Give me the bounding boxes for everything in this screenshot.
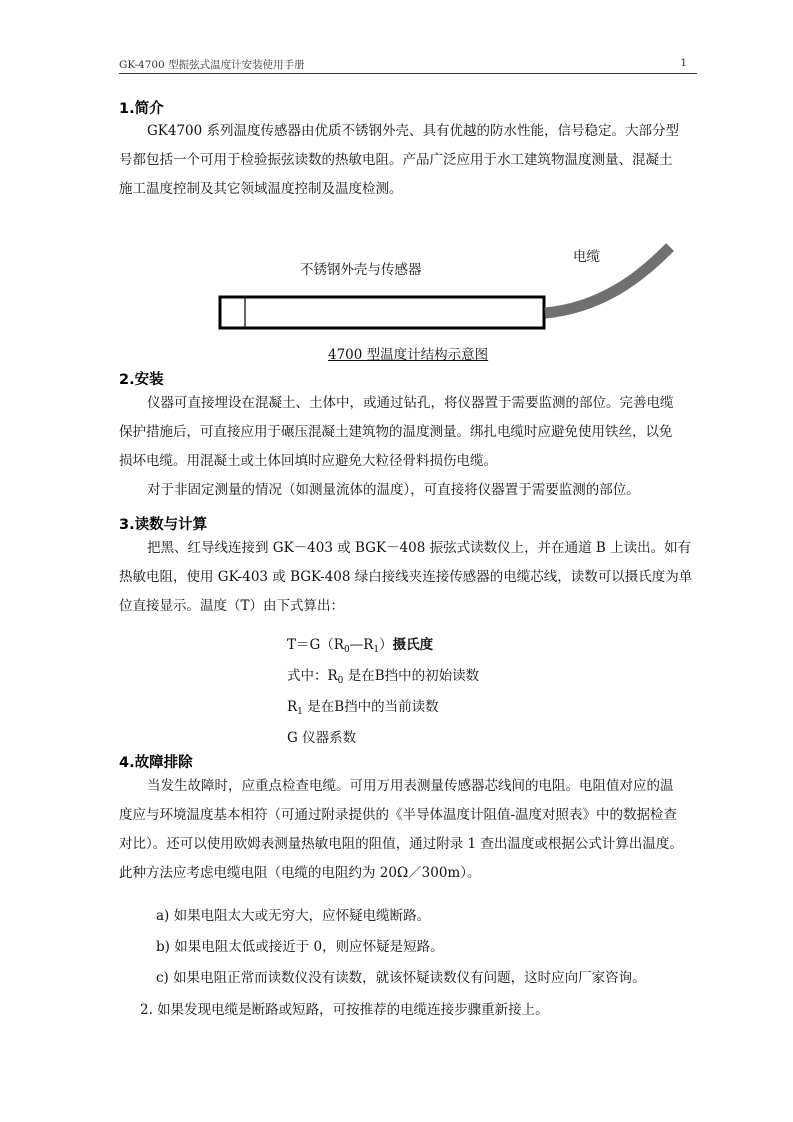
header-title: GK-4700 型振弦式温度计安装使用手册 xyxy=(119,59,305,71)
list-item-a: a) 如果电阻太大或无穷大，应怀疑电缆断路。 xyxy=(156,908,431,924)
trouble-line: 当发生故障时，应重点检查电缆。可用万用表测量传感器芯线间的电阻。电阻值对应的温 xyxy=(147,778,674,794)
page-header xyxy=(119,57,697,74)
housing-label: 不锈钢外壳与传感器 xyxy=(300,262,422,278)
reading-line: 热敏电阻，使用 GK-403 或 BGK-408 绿白接线夹连接传感器的电缆芯线，读数可以摄氏度为单 xyxy=(119,569,693,585)
install-line: 仪器可直接埋设在混凝土、土体中，或通过钻孔，将仪器置于需要监测的部位。完善电缆 xyxy=(147,395,674,411)
temperature-formula: $T=G(R_0—R_1)$摄氏度 xyxy=(287,637,434,655)
intro-line: 号都包括一个可用于检验振弦读数的热敏电阻。产品广泛应用于水工建筑物温度测量、混凝土 xyxy=(119,152,673,168)
list-item-b: b) 如果电阻太低或接近于 0，则应怀疑是短路。 xyxy=(156,939,444,955)
intro-line: GK4700 系列温度传感器由优质不锈钢外壳、具有优越的防水性能，信号稳定。大部分型 xyxy=(147,123,680,139)
trouble-paragraph xyxy=(119,772,697,888)
formula-definition-g: G 仪器系数 xyxy=(287,730,357,746)
install-line: 损坏电缆。用混凝土或土体回填时应避免大粒径骨料损伤电缆。 xyxy=(119,453,497,469)
formula-definition-r1: $R_1$ 是在B挡中的当前读数 xyxy=(287,699,439,717)
install-line: 保护措施后，可直接应用于碾压混凝土建筑物的温度测量。绑扎电缆时应避免使用铁丝，以免 xyxy=(119,424,673,440)
page-number: 1 xyxy=(680,57,687,69)
formula-definition-r0: 式中：$R_0$ 是在B挡中的初始读数 xyxy=(287,668,480,686)
diagram-caption: 4700 型温度计结构示意图 xyxy=(328,347,489,363)
intro-paragraph xyxy=(119,117,697,204)
section-heading-intro: 1.简介 xyxy=(119,101,164,117)
install-line: 对于非固定测量的情况（如测量流体的温度），可直接将仪器置于需要监测的部位。 xyxy=(147,482,640,498)
sensor-housing-shape xyxy=(220,297,544,328)
cable-shape xyxy=(545,247,670,313)
install-paragraph xyxy=(119,389,697,505)
trouble-line: 度应与环境温度基本相符（可通过附录提供的《半导体温度计阻值-温度对照表》中的数据检查 xyxy=(119,807,678,823)
section-heading-install: 2.安装 xyxy=(119,372,164,388)
section-heading-trouble: 4.故障排除 xyxy=(119,755,193,771)
list-item-c: c) 如果电阻正常而读数仪没有读数，就该怀疑读数仪有问题，这时应向厂家咨询。 xyxy=(156,970,646,986)
section-heading-reading: 3.读数与计算 xyxy=(119,517,208,533)
reading-line: 位直接显示。温度（T）由下式算出： xyxy=(119,598,345,614)
reading-line: 把黑、红导线连接到 GK－403 或 BGK－408 振弦式读数仪上，并在通道 B 上读出。如有 xyxy=(147,540,692,556)
reading-paragraph xyxy=(119,534,697,621)
cable-label: 电缆 xyxy=(573,249,600,265)
intro-line: 施工温度控制及其它领域温度控制及温度检测。 xyxy=(119,181,403,197)
trouble-line: 此种方法应考虑电缆电阻（电缆的电阻约为 20Ω／300m）。 xyxy=(119,865,481,881)
list-item-2: 2. 如果发现电缆是断路或短路，可按推荐的电缆连接步骤重新接上。 xyxy=(140,1002,549,1018)
trouble-line: 对比）。还可以使用欧姆表测量热敏电阻的阻值，通过附录 1 查出温度或根据公式计算出温度。 xyxy=(119,836,683,852)
formula-unit: 摄氏度 xyxy=(392,637,434,653)
